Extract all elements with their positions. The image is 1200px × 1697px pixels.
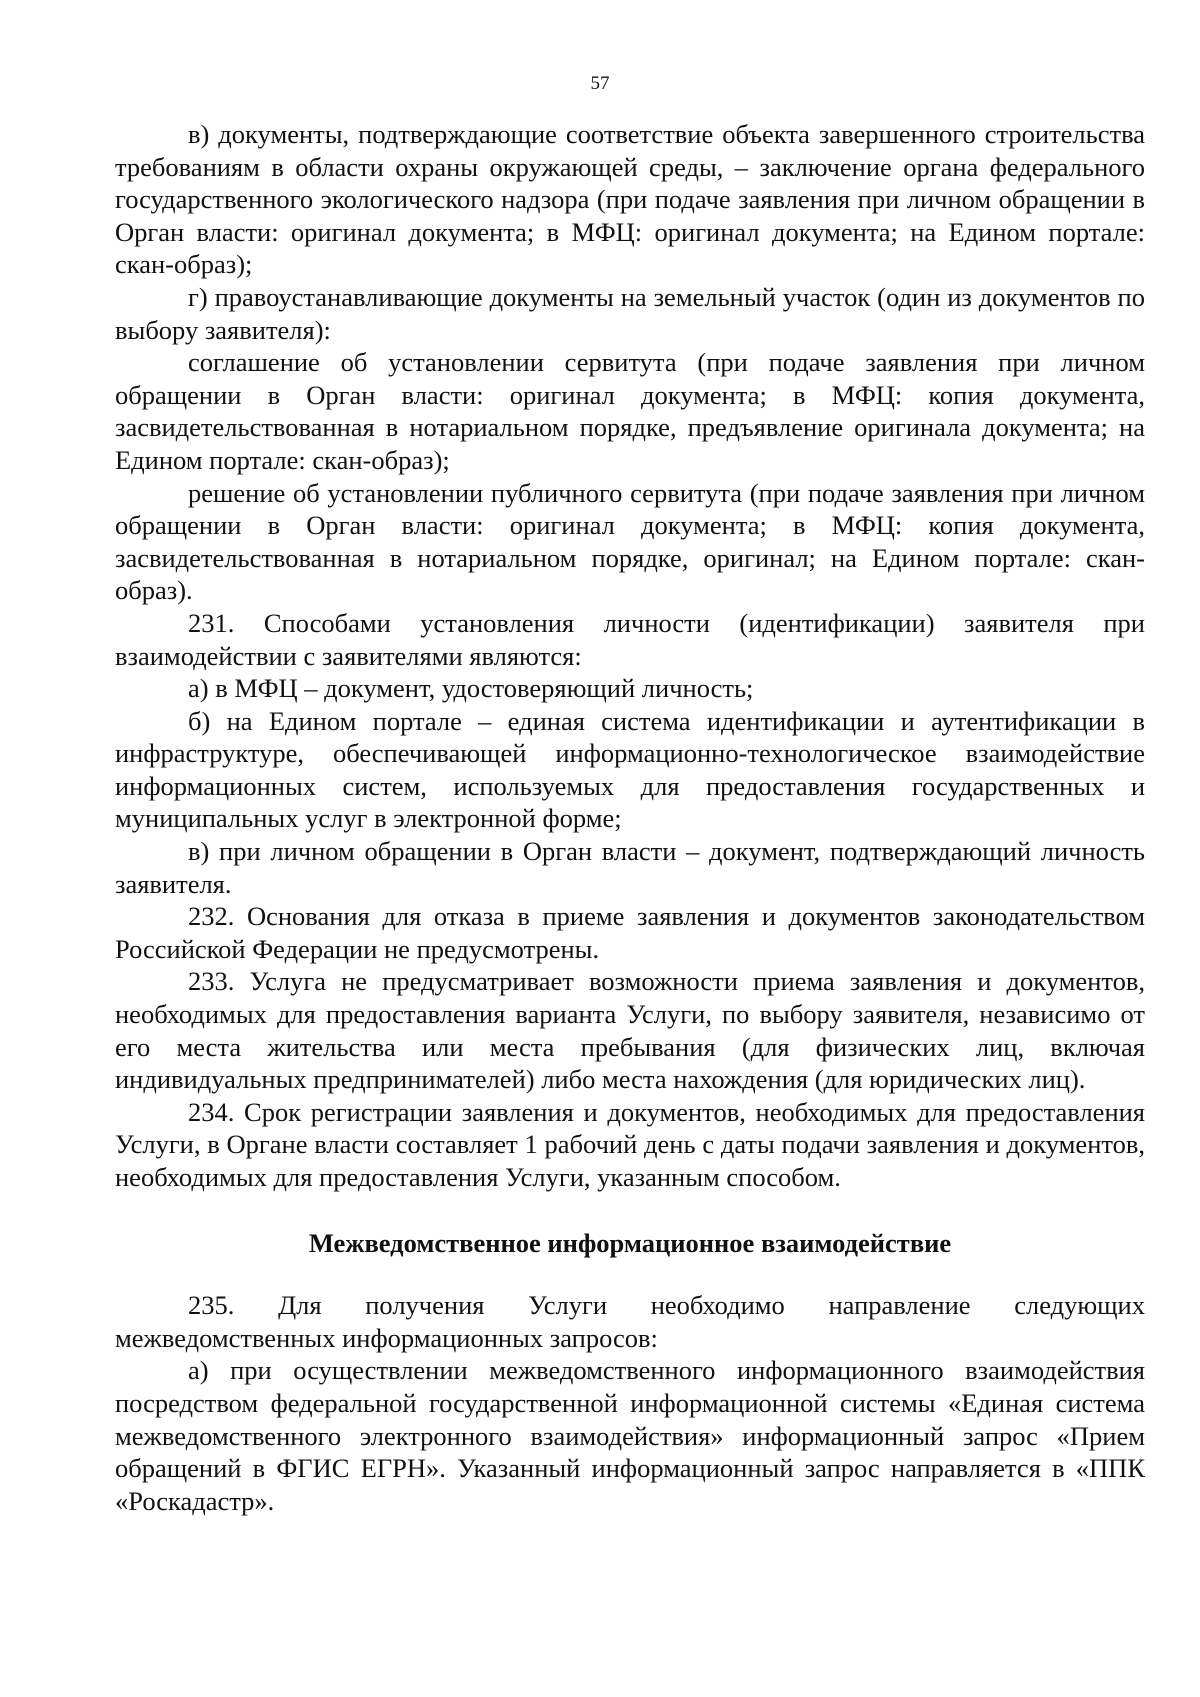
paragraph-item-g-land-rights: г) правоустанавливающие документы на земельный участок (один из документов по выбору заявителя):: [115, 281, 1145, 345]
paragraph-233: 233. Услуга не предусматривает возможности приема заявления и документов, необходимых для предоставления варианта Услуги, по выбору заявителя, независимо от его места жительства или места пребывания (для физических лиц, включая индивидуальных предпринимателей) либо места нахождения (для юридических лиц).: [115, 966, 1145, 1095]
paragraph-servitude-agreement: соглашение об установлении сервитута (при подаче заявления при личном обращении в Орган власти: оригинал документа; в МФЦ: копия документа, засвидетельствованная в нотариальном порядке, предъявление оригинала документа; на Едином портале: скан-образ);: [115, 347, 1145, 475]
document-body: [115, 118, 1145, 1517]
paragraph-public-servitude-decision: решение об установлении публичного сервитута (при подаче заявления при личном обращении в Орган власти: оригинал документа; в МФЦ: копия документа, засвидетельствованная в нотариальном порядке, оригинал; на Едином портале: скан-образ).: [115, 477, 1145, 606]
section-heading: Межведомственное информационное взаимодействие: [308, 1227, 952, 1258]
paragraph-231-a: а) в МФЦ – документ, удостоверяющий личность;: [188, 673, 754, 704]
paragraph-231-v: в) при личном обращении в Орган власти – документ, подтверждающий личность заявителя.: [115, 836, 1145, 899]
paragraph-232: 232. Основания для отказа в приеме заявления и документов законодательством Российской Федерации не предусмотрены.: [115, 901, 1145, 964]
paragraph-235: 235. Для получения Услуги необходимо направление следующих межведомственных информационных запросов:: [115, 1290, 1145, 1353]
paragraph-234: 234. Срок регистрации заявления и документов, необходимых для предоставления Услуги, в Органе власти составляет 1 рабочий день с даты подачи заявления и документов, необходимых для предоставления Услуги, указанным способом.: [115, 1096, 1145, 1192]
paragraph-231: 231. Способами установления личности (идентификации) заявителя при взаимодействии с заявителями являются:: [115, 607, 1145, 671]
paragraph-235-a: а) при осуществлении межведомственного информационного взаимодействия посредством федеральной государственной информационной системы «Единая система межведомственного электронного взаимодействия» информационный запрос «Прием обращений в ФГИС ЕГРН». Указанный информационный запрос направляется в «ППК «Роскадастр».: [115, 1355, 1145, 1516]
paragraph-231-b: б) на Едином портале – единая система идентификации и аутентификации в инфраструктуре, обеспечивающей информационно-технологическое взаимодействие информационных систем, используемых для предоставления государственных и муниципальных услуг в электронной форме;: [115, 705, 1145, 834]
page-number: 57: [590, 73, 610, 94]
paragraph-item-v-documents: в) документы, подтверждающие соответствие объекта завершенного строительства требованиям в области охраны окружающей среды, – заключение органа федерального государственного экологического надзора (при подаче заявления при личном обращении в Орган власти: оригинал документа; в МФЦ: оригинал документа; на Едином портале: скан-образ);: [115, 119, 1145, 280]
